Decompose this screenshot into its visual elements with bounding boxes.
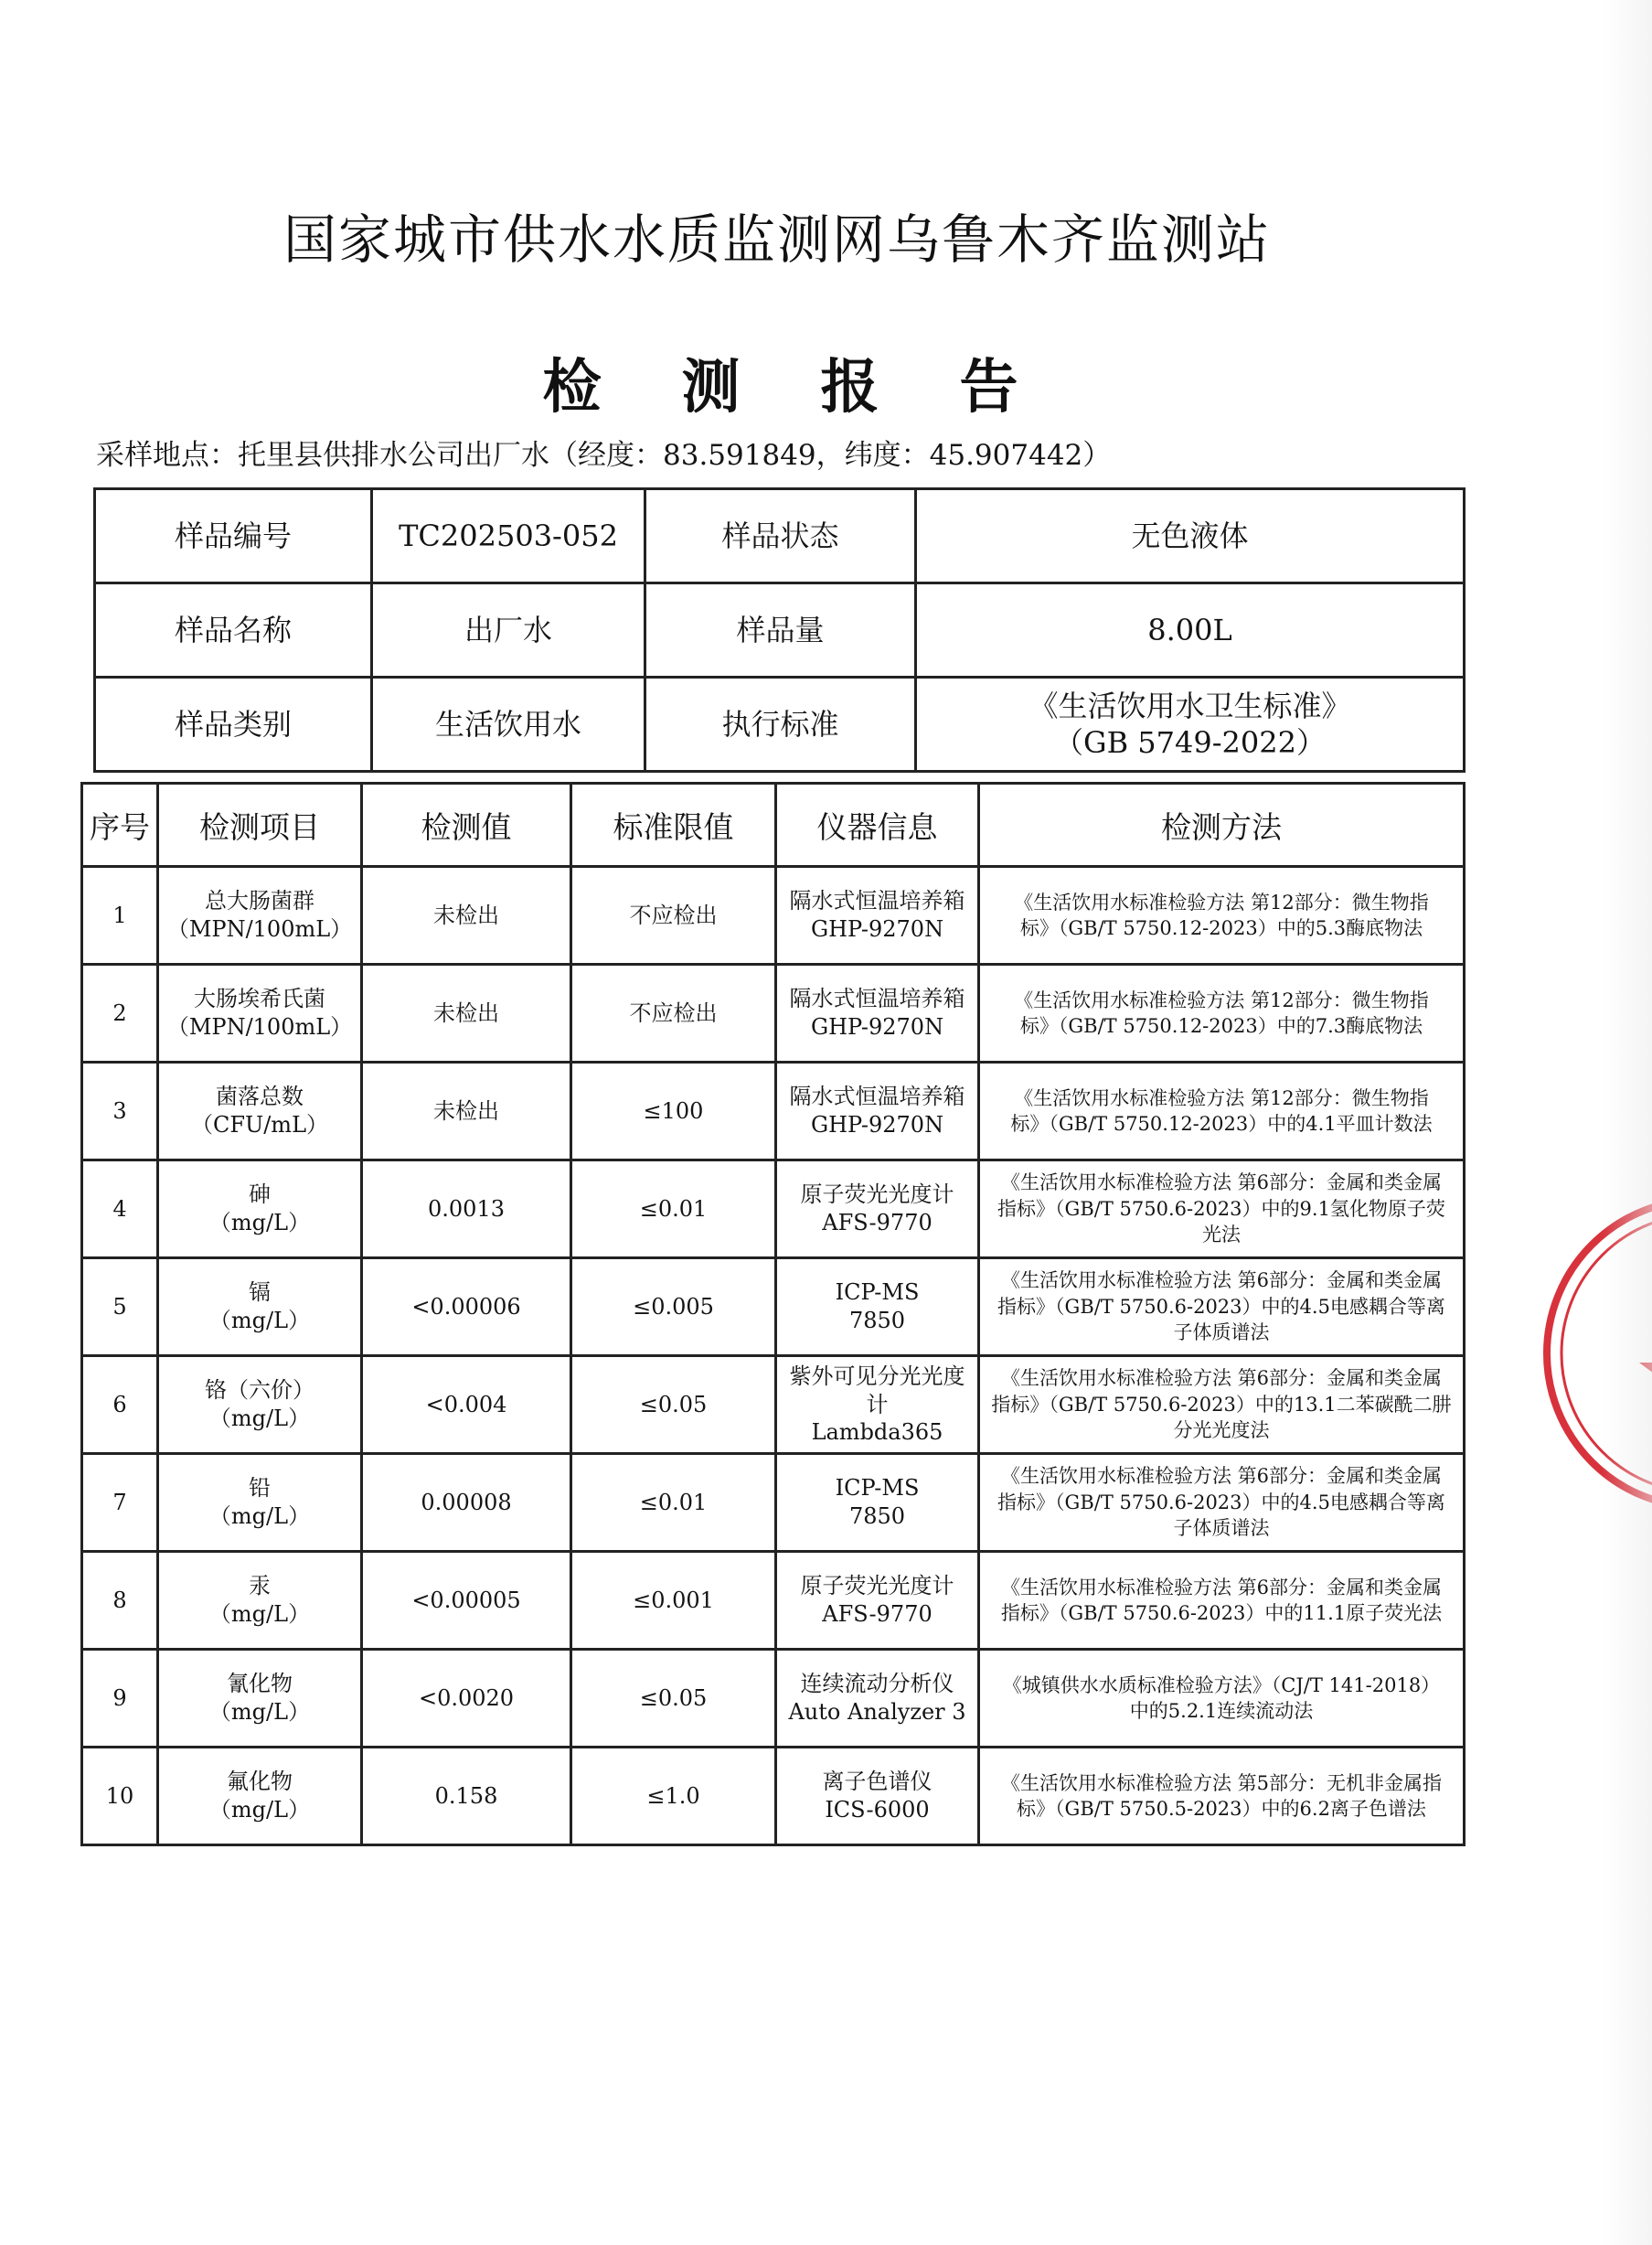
standard-code: （GB 5749-2022） xyxy=(1054,725,1326,760)
row-index: 8 xyxy=(82,1552,158,1650)
method-line: 《生活饮用水标准检验方法 第12部分：微生物指 xyxy=(1014,1086,1429,1109)
standard-limit: ≤0.05 xyxy=(571,1650,776,1748)
method-line: 指标》（GB/T 5750.6-2023）中的4.5电感耦合等离 xyxy=(997,1491,1445,1513)
instrument-line: 紫外可见分光光度 xyxy=(789,1363,965,1389)
instrument-line: 原子荧光光度计 xyxy=(800,1573,954,1599)
sample-info-value: 生活饮用水 xyxy=(372,678,645,772)
results-header-row xyxy=(82,784,1465,867)
method-line: 《生活饮用水标准检验方法 第6部分：金属和类金属 xyxy=(1000,1576,1443,1598)
method-line: 中的5.2.1连续流动法 xyxy=(1129,1700,1314,1722)
test-value: 0.00008 xyxy=(362,1454,571,1552)
method-line: 《生活饮用水标准检验方法 第12部分：微生物指 xyxy=(1014,891,1429,914)
test-item xyxy=(158,1748,362,1845)
method-line: 《生活饮用水标准检验方法 第12部分：微生物指 xyxy=(1014,989,1429,1011)
instrument-info xyxy=(776,1160,979,1258)
method-line: 子体质谱法 xyxy=(1173,1321,1270,1344)
header-item: 检测项目 xyxy=(158,784,362,867)
test-method xyxy=(979,965,1465,1063)
sample-info-value: 无色液体 xyxy=(916,489,1465,583)
test-item-line: （mg/L） xyxy=(208,1308,311,1333)
test-item-line: 砷 xyxy=(249,1181,271,1208)
instrument-info xyxy=(776,1454,979,1552)
test-value: 未检出 xyxy=(362,965,571,1063)
sample-info-row xyxy=(95,489,1465,583)
instrument-line: 隔水式恒温培养箱 xyxy=(789,986,965,1012)
standard-limit: ≤0.005 xyxy=(571,1258,776,1356)
method-line: 光法 xyxy=(1202,1224,1241,1246)
sample-info-row xyxy=(95,678,1465,772)
standard-limit: ≤0.01 xyxy=(571,1454,776,1552)
method-line: 《生活饮用水标准检验方法 第6部分：金属和类金属 xyxy=(1000,1171,1443,1194)
instrument-info xyxy=(776,1356,979,1454)
header-index: 序号 xyxy=(82,784,158,867)
instrument-info xyxy=(776,1258,979,1356)
test-item-line: 铬（六价） xyxy=(205,1377,314,1404)
test-value: 未检出 xyxy=(362,1063,571,1160)
header-limit: 标准限值 xyxy=(571,784,776,867)
test-method xyxy=(979,1454,1465,1552)
sample-info-label: 样品量 xyxy=(645,583,916,678)
test-item xyxy=(158,965,362,1063)
standard-limit: ≤0.01 xyxy=(571,1160,776,1258)
table-row xyxy=(82,965,1465,1063)
sample-info-table xyxy=(93,487,1465,773)
method-line: 标》（GB/T 5750.5-2023）中的6.2离子色谱法 xyxy=(1017,1798,1426,1820)
test-method xyxy=(979,1063,1465,1160)
table-row xyxy=(82,1454,1465,1552)
test-item xyxy=(158,1552,362,1650)
test-value: <0.00006 xyxy=(362,1258,571,1356)
row-index: 2 xyxy=(82,965,158,1063)
method-line: 子体质谱法 xyxy=(1173,1517,1270,1540)
sample-info-label: 样品名称 xyxy=(95,583,372,678)
instrument-line: 隔水式恒温培养箱 xyxy=(789,1084,965,1110)
test-item-line: 总大肠菌群 xyxy=(205,888,314,914)
method-line: 《生活饮用水标准检验方法 第5部分：无机非金属指 xyxy=(1000,1771,1443,1794)
instrument-line: ICP-MS xyxy=(835,1475,920,1502)
standard-limit: 不应检出 xyxy=(571,867,776,965)
test-item-line: （MPN/100mL） xyxy=(166,1014,353,1040)
test-item-line: （mg/L） xyxy=(208,1406,311,1431)
results-table xyxy=(80,782,1465,1846)
row-index: 6 xyxy=(82,1356,158,1454)
test-item-line: 氰化物 xyxy=(227,1671,293,1697)
test-item xyxy=(158,1356,362,1454)
method-line: 《生活饮用水标准检验方法 第6部分：金属和类金属 xyxy=(1000,1367,1443,1390)
sample-info-label: 样品编号 xyxy=(95,489,372,583)
test-value: <0.0020 xyxy=(362,1650,571,1748)
standard-name: 《生活饮用水卫生标准》 xyxy=(1029,689,1351,723)
test-item-line: （mg/L） xyxy=(208,1503,311,1529)
test-method xyxy=(979,1650,1465,1748)
test-item-line: 大肠埃希氏菌 xyxy=(194,986,325,1012)
test-item-line: 镉 xyxy=(249,1279,271,1306)
organization-title: 国家城市供水水质监测网乌鲁木齐监测站 xyxy=(282,208,1271,271)
instrument-line: GHP-9270N xyxy=(810,1112,944,1138)
instrument-line: 7850 xyxy=(848,1308,906,1333)
test-value: <0.00005 xyxy=(362,1552,571,1650)
row-index: 4 xyxy=(82,1160,158,1258)
test-method xyxy=(979,1356,1465,1454)
method-line: 《生活饮用水标准检验方法 第6部分：金属和类金属 xyxy=(1000,1269,1443,1292)
method-line: 分光光度法 xyxy=(1173,1419,1270,1442)
sample-info-label: 样品状态 xyxy=(645,489,916,583)
instrument-info xyxy=(776,965,979,1063)
method-line: 指标》（GB/T 5750.6-2023）中的9.1氢化物原子荧 xyxy=(997,1197,1445,1220)
method-line: 标》（GB/T 5750.12-2023）中的7.3酶底物法 xyxy=(1019,1015,1423,1037)
test-item-line: 氟化物 xyxy=(227,1769,293,1795)
instrument-line: AFS-9770 xyxy=(822,1601,933,1627)
test-item-line: （MPN/100mL） xyxy=(166,916,353,942)
instrument-line: GHP-9270N xyxy=(810,1014,944,1040)
instrument-line: Auto Analyzer 3 xyxy=(788,1699,966,1725)
test-item xyxy=(158,1650,362,1748)
instrument-line: 计 xyxy=(866,1391,889,1417)
method-line: 标》（GB/T 5750.12-2023）中的4.1平皿计数法 xyxy=(1010,1113,1433,1135)
row-index: 5 xyxy=(82,1258,158,1356)
method-line: 标》（GB/T 5750.12-2023）中的5.3酶底物法 xyxy=(1019,917,1423,939)
method-line: 指标》（GB/T 5750.6-2023）中的4.5电感耦合等离 xyxy=(997,1295,1445,1318)
table-row xyxy=(82,1552,1465,1650)
test-method xyxy=(979,1160,1465,1258)
test-method xyxy=(979,1258,1465,1356)
row-index: 10 xyxy=(82,1748,158,1845)
table-row xyxy=(82,1356,1465,1454)
table-row xyxy=(82,1258,1465,1356)
sample-info-value xyxy=(916,678,1465,772)
table-row xyxy=(82,1748,1465,1845)
method-line: 指标》（GB/T 5750.6-2023）中的11.1原子荧光法 xyxy=(1000,1602,1443,1624)
instrument-line: 隔水式恒温培养箱 xyxy=(789,888,965,914)
instrument-line: GHP-9270N xyxy=(810,916,944,942)
test-item-line: 菌落总数 xyxy=(216,1084,304,1110)
instrument-line: ICP-MS xyxy=(835,1279,920,1306)
instrument-line: 原子荧光光度计 xyxy=(800,1181,954,1208)
test-item-line: 汞 xyxy=(249,1573,271,1599)
method-line: 指标》（GB/T 5750.6-2023）中的13.1二苯碳酰二肼 xyxy=(991,1393,1452,1416)
table-row xyxy=(82,867,1465,965)
instrument-info xyxy=(776,1063,979,1160)
instrument-info xyxy=(776,1650,979,1748)
standard-limit: ≤1.0 xyxy=(571,1748,776,1845)
test-item xyxy=(158,1160,362,1258)
test-item-line: （mg/L） xyxy=(208,1601,311,1627)
test-item xyxy=(158,867,362,965)
test-item-line: （mg/L） xyxy=(208,1797,311,1823)
test-method xyxy=(979,867,1465,965)
instrument-line: AFS-9770 xyxy=(822,1210,933,1235)
header-instrument: 仪器信息 xyxy=(776,784,979,867)
row-index: 7 xyxy=(82,1454,158,1552)
sample-info-row xyxy=(95,583,1465,678)
sample-info-label: 样品类别 xyxy=(95,678,372,772)
test-item-line: （CFU/mL） xyxy=(190,1112,329,1138)
instrument-info xyxy=(776,1552,979,1650)
instrument-info xyxy=(776,867,979,965)
sample-info-value: 出厂水 xyxy=(372,583,645,678)
table-row xyxy=(82,1063,1465,1160)
test-item xyxy=(158,1063,362,1160)
sample-info-value: 8.00L xyxy=(916,583,1465,678)
method-line: 《城镇供水水质标准检验方法》（CJ/T 141-2018） xyxy=(1002,1673,1441,1696)
test-item-line: 铅 xyxy=(249,1475,271,1502)
row-index: 3 xyxy=(82,1063,158,1160)
instrument-line: 7850 xyxy=(848,1503,906,1529)
scan-edge-shading xyxy=(1602,0,1652,2245)
header-method: 检测方法 xyxy=(979,784,1465,867)
test-item xyxy=(158,1454,362,1552)
instrument-line: ICS-6000 xyxy=(825,1797,930,1823)
test-value: 未检出 xyxy=(362,867,571,965)
instrument-info xyxy=(776,1748,979,1845)
report-title: 检测报告 xyxy=(542,354,1099,422)
test-item xyxy=(158,1258,362,1356)
standard-limit: ≤0.05 xyxy=(571,1356,776,1454)
instrument-line: Lambda365 xyxy=(811,1419,943,1446)
table-row xyxy=(82,1160,1465,1258)
sampling-location: 采样地点：托里县供排水公司出厂水（经度：83.591849，纬度：45.907442） xyxy=(96,439,1112,472)
test-method xyxy=(979,1552,1465,1650)
test-method xyxy=(979,1748,1465,1845)
standard-limit: 不应检出 xyxy=(571,965,776,1063)
test-item-line: （mg/L） xyxy=(208,1210,311,1235)
sample-info-value: TC202503-052 xyxy=(372,489,645,583)
test-value: 0.0013 xyxy=(362,1160,571,1258)
sample-info-label: 执行标准 xyxy=(645,678,916,772)
standard-limit: ≤0.001 xyxy=(571,1552,776,1650)
instrument-line: 离子色谱仪 xyxy=(822,1769,933,1795)
table-row xyxy=(82,1650,1465,1748)
row-index: 9 xyxy=(82,1650,158,1748)
test-value: <0.004 xyxy=(362,1356,571,1454)
test-item-line: （mg/L） xyxy=(208,1699,311,1725)
instrument-line: 连续流动分析仪 xyxy=(800,1671,954,1697)
standard-limit: ≤100 xyxy=(571,1063,776,1160)
row-index: 1 xyxy=(82,867,158,965)
test-value: 0.158 xyxy=(362,1748,571,1845)
header-value: 检测值 xyxy=(362,784,571,867)
method-line: 《生活饮用水标准检验方法 第6部分：金属和类金属 xyxy=(1000,1465,1443,1488)
